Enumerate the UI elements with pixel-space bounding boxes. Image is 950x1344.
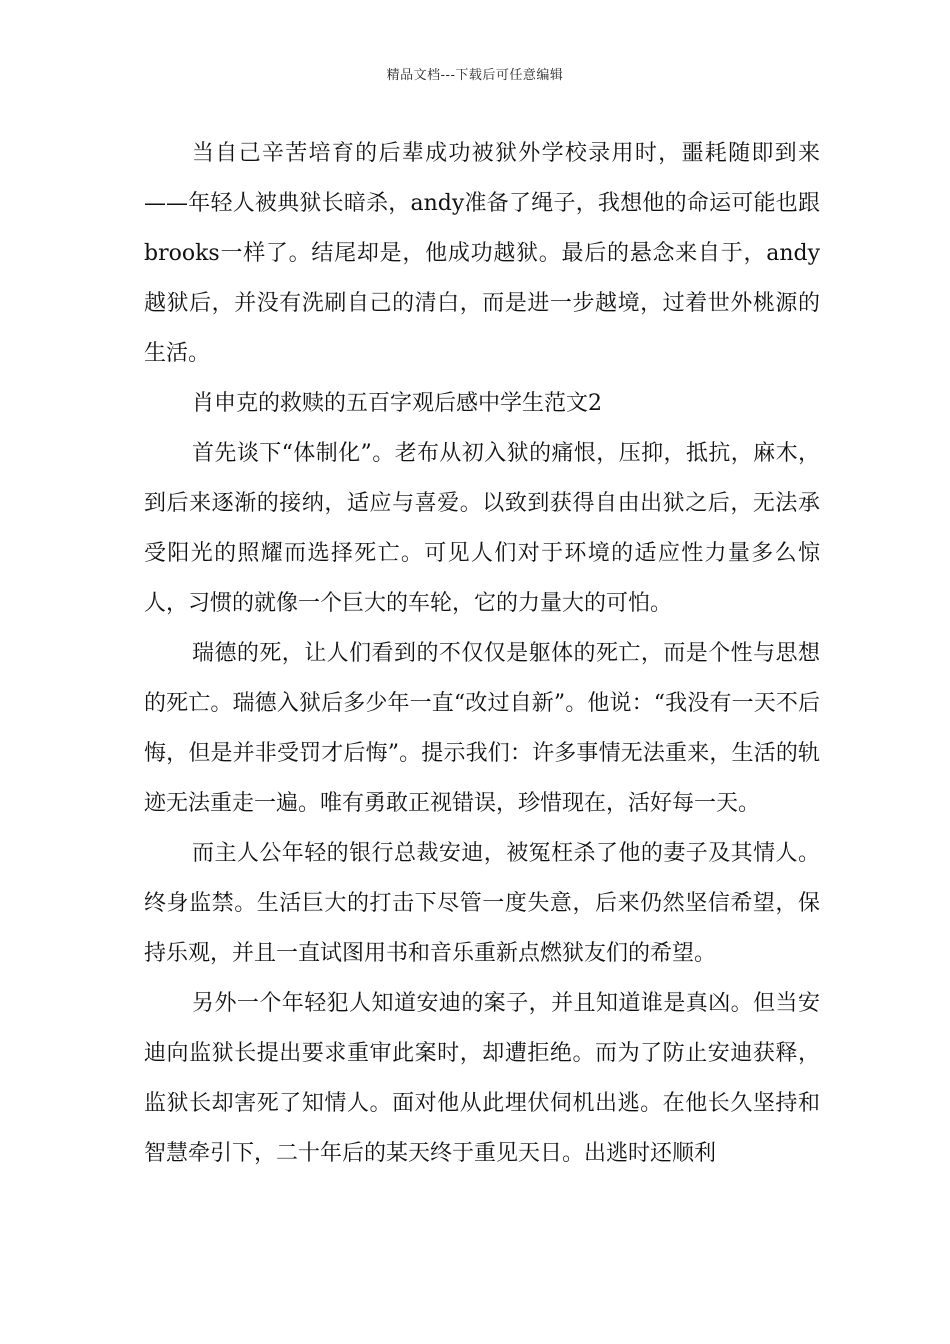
paragraph-2: 首先谈下“体制化”。老布从初入狱的痛恨，压抑，抵抗，麻木，到后来逐渐的接纳，适应与喜爱。以致到获得自由出狱之后，无法承受阳光的照耀而选择死亡。可见人们对于环境的适应性力量多么惊人，习惯的就像一个巨大的车轮，它的力量大的可怕。 — [144, 441, 820, 616]
paragraph-4: 而主人公年轻的银行总裁安迪，被冤枉杀了他的妻子及其情人。终身监禁。生活巨大的打击下尽管一度失意，后来仍然坚信希望，保持乐观，并且一直试图用书和音乐重新点燃狱友们的希望。 — [144, 841, 820, 966]
paragraph-3: 瑞德的死，让人们看到的不仅仅是躯体的死亡，而是个性与思想的死亡。瑞德入狱后多少年一直“改过自新”。他说：“我没有一天不后悔，但是并非受罚才后悔”。提示我们：许多事情无法重来，生活的轨迹无法重走一遍。唯有勇敢正视错误，珍惜现在，活好每一天。 — [144, 641, 820, 816]
document-body — [144, 129, 820, 1179]
page-header: 精品文档---下载后可任意编辑 — [386, 68, 564, 83]
paragraph-1: 当自己辛苦培育的后辈成功被狱外学校录用时，噩耗随即到来——年轻人被典狱长暗杀，andy准备了绳子，我想他的命运可能也跟brooks一样了。结尾却是，他成功越狱。最后的悬念来自于，andy越狱后，并没有洗刷自己的清白，而是进一步越境，过着世外桃源的生活。 — [144, 141, 820, 366]
paragraph-5: 另外一个年轻犯人知道安迪的案子，并且知道谁是真凶。但当安迪向监狱长提出要求重审此案时，却遭拒绝。而为了防止安迪获释，监狱长却害死了知情人。面对他从此埋伏伺机出逃。在他长久坚持和智慧牵引下，二十年后的某天终于重见天日。出逃时还顺利 — [144, 991, 820, 1166]
section-title: 肖申克的救赎的五百字观后感中学生范文2 — [192, 391, 602, 416]
